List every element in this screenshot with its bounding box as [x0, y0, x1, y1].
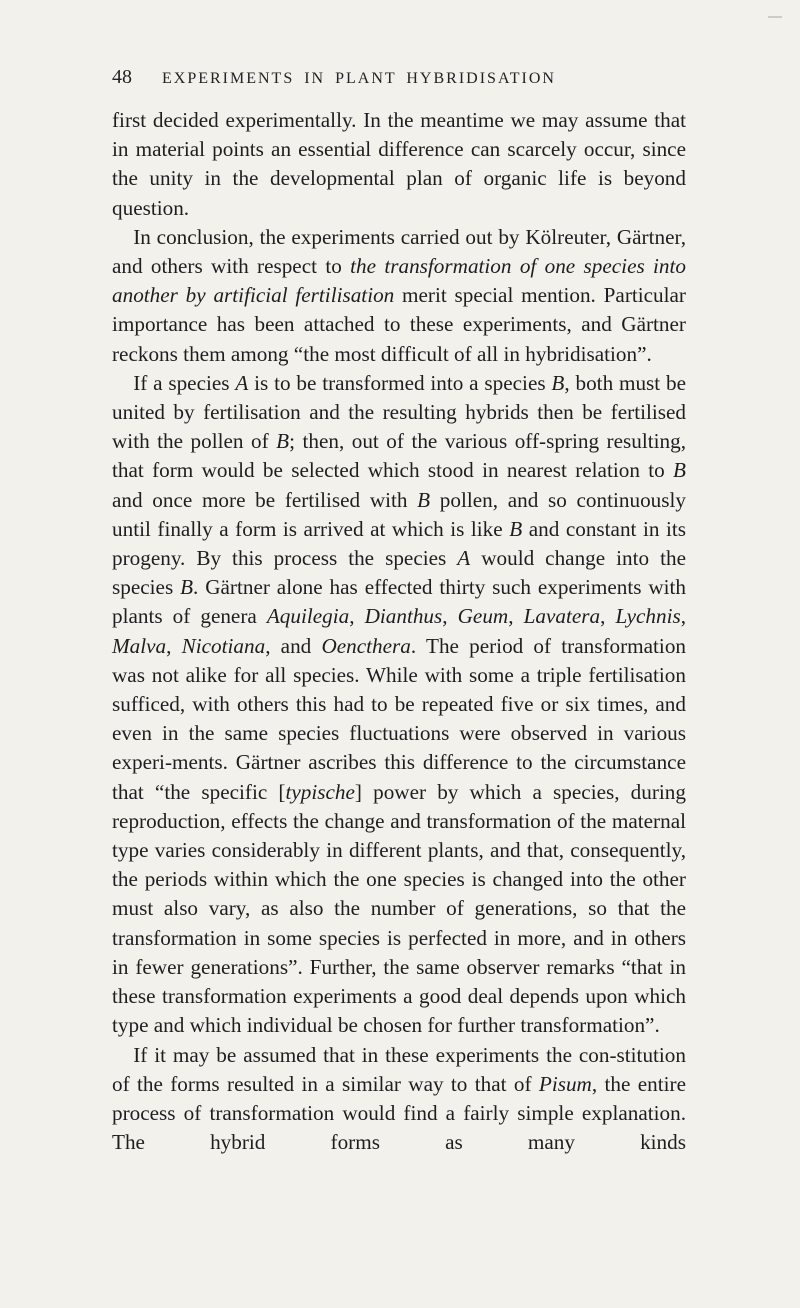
- species-b: B: [673, 458, 686, 483]
- paragraph-3: [112, 369, 686, 1041]
- p3-text: . The period of transformation was not alike for all species. While with some a triple fertilisation sufficed, with others this had to be repeated five or six times, and even in the same species fluctuations were observed in various experi-ments. Gärtner ascribes this difference to the circumstance that “the specific [: [112, 633, 687, 804]
- p3-text: would change into the species: [112, 546, 687, 600]
- species-b: B: [417, 487, 431, 512]
- p3-text: ,: [508, 604, 524, 629]
- scan-speck: [768, 16, 782, 18]
- species-a: A: [235, 370, 249, 395]
- p3-text: ,: [680, 604, 687, 629]
- p3-text: If a species: [133, 370, 236, 395]
- page-body: [112, 106, 686, 1157]
- running-title: EXPERIMENTS IN PLANT HYBRIDISATION: [162, 70, 556, 87]
- german-term: typische: [285, 779, 355, 804]
- species-b: B: [180, 575, 194, 600]
- genus-name: Malva: [112, 633, 167, 658]
- p3-text: . Gärtner alone has effected thirty such experiments with plants of genera: [112, 575, 687, 629]
- species-b: B: [276, 429, 290, 454]
- paragraph-1: [112, 106, 686, 223]
- p3-text: ,: [349, 604, 365, 629]
- p3-text: ,: [442, 604, 458, 629]
- running-head: [112, 66, 672, 89]
- p3-text: ,: [600, 604, 616, 629]
- genus-name: Lychnis: [615, 604, 681, 629]
- genus-name: Lavatera: [523, 604, 601, 629]
- p3-text: and once more be fertilised with: [112, 487, 418, 512]
- genus-name: Nicotiana: [181, 633, 266, 658]
- genus-name: Dianthus: [364, 604, 443, 629]
- species-b: B: [509, 516, 523, 541]
- genus-name: Aquilegia: [266, 604, 350, 629]
- paragraph-2-text-c: merit special mention. Particular importance has been attached to these experiments, and Gärtner reckons them among “the most difficult of all in hybridisation”.: [112, 283, 686, 366]
- p3-text: ,: [166, 633, 182, 658]
- p3-text: and constant in its progeny. By this process the species: [112, 516, 686, 571]
- p3-text: pollen, and so continuously until finally a form is arrived at which is like: [112, 487, 686, 541]
- paragraph-2: [112, 223, 686, 369]
- p3-text: is to be transformed into a species: [248, 370, 552, 395]
- paragraph-4-text-c: , the entire process of transformation would find a fairly simple explanation. The hybrid forms as many kinds: [112, 1071, 686, 1155]
- paragraph-2-text-a: In conclusion, the experiments carried out by Kölreuter, Gärtner, and others with respect to: [112, 224, 686, 279]
- italic-phrase: the transformation of one species into another by artificial fertilisation: [112, 254, 687, 308]
- genus-name: Pisum: [538, 1071, 592, 1096]
- p3-text: , both must be united by fertilisation and the resulting hybrids then be fertilised with the pollen of: [112, 370, 687, 454]
- paragraph-1-text: first decided experimentally. In the meantime we may assume that in material points an essential difference can scarcely occur, since the unity in the developmental plan of organic life is beyond question.: [112, 108, 686, 220]
- p3-text: ] power by which a species, during reproduction, effects the change and transformation of the maternal type varies considerably in different plants, and that, consequently, the periods within which the one species is changed into the other must also vary, as also the number of generations, so that the transformation in some species is perfected in more, and in others in fewer generations”. Further, the same observer remarks “that in these transformation experiments a good deal depends upon which type and which individual be chosen for further transformation”.: [112, 779, 686, 1038]
- p3-text: , and: [265, 633, 322, 658]
- page-number: 48: [112, 66, 132, 88]
- p3-text: ; then, out of the various off-spring resulting, that form would be selected which stood in nearest relation to: [112, 429, 686, 483]
- species-a: A: [457, 546, 471, 571]
- paragraph-4-text-a: If it may be assumed that in these experiments the con-stitution of the forms resulted in a similar way to that of: [112, 1042, 686, 1096]
- genus-name: Oencthera: [321, 633, 411, 658]
- genus-name: Geum: [457, 604, 509, 629]
- paragraph-4: [112, 1041, 686, 1158]
- species-b: B: [551, 370, 565, 395]
